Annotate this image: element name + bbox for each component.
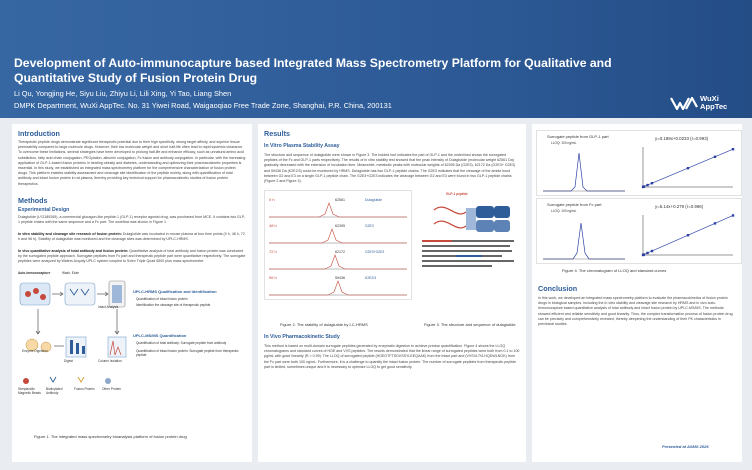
- fig4-top-equation: y=0.189x+0.0233 (r=0.993): [655, 136, 709, 141]
- fig4-bottom-calibration: [633, 203, 737, 261]
- fig1-legend-beads: Streptavidin Magnetic Beads: [18, 387, 41, 395]
- fig1-msms-item-2: Quantification of intact fusion protein: Surrogate peptide from therapeutic peptide: [136, 349, 239, 357]
- cal-point: [651, 250, 653, 252]
- fig2-mass-label: 62561: [335, 198, 345, 202]
- fig1-hrms-item-1: Quantification of intact fusion protein: [136, 297, 188, 301]
- cal-point: [646, 252, 648, 254]
- fig1-legend-fusion: Fusion Protein: [74, 387, 95, 391]
- fig1-intact-label: Intact Analysis: [98, 305, 119, 309]
- fig4-bottom-lloq: LLOQ: 100 ng/mL: [551, 209, 577, 213]
- fig2-species-label: G2E3+G2E3: [365, 250, 385, 254]
- fig4-bottom-chromatogram: [541, 215, 627, 261]
- stability-text: The structure and sequence of dulaglutide were shown in Figure 3. The bolded font indicates the part of GLP-1 and the underlined shows the surrogated peptides of the Fc and GLP-1 parts respectively. The results of in vitro stability test showed that the peak intensity of Dulaglutide (molecular weight 62561 Da) gradually decreased with the extension of incubation time. Meanwhile, metabolic peaks with molecular weights of 62395 Da (G2E3), 62172 Da (G2E3+ G2E3) and 59436 Da (K2E2/3) could be monitored by HRMS. Dulaglutide has two GLP-1 peptide chains. The G2E3 indicates that the cleavage of the amide bond between G2 and E3 on a single GLP-1 peptide chain. The G2E3+G2E3 indicates the cleavage between G2 and E3 were found in two GLP-1 peptide chains (Figure 2 and Figure 3).: [264, 153, 516, 184]
- cal-point: [714, 222, 716, 224]
- fig4-top-title: Surrogate peptide from GLP-1 part: [547, 134, 609, 139]
- conclusion-text: In this work, we developed an integrated mass spectrometry platform to evaluate the pharmacokinetics of fusion protein drugs in biological samples. Including the in vitro stability and cleavage site research by HRMS and in vivo auto-immunocapture based quantitative analysis of total antibody and intact fusion protein by UPLC-MS/MS. The methods showed efficient and reliable sensitivity and good linearity. Thus, the complex transformation process of fusion protein drug can be precisely and comprehensively revealed, thereby deepening the understanding of their PK characteristics in preclinical studies.: [538, 296, 733, 327]
- fig4-top-lloq: LLOQ: 100 ng/mL: [551, 141, 577, 145]
- figure-3: [416, 190, 520, 298]
- cal-point: [643, 253, 645, 255]
- fig1-auto-label: Auto-immunocapture: [18, 271, 51, 275]
- middle-panel: [258, 124, 526, 462]
- fig1-digest-label: Digest: [64, 359, 74, 363]
- results-heading: Results: [264, 129, 290, 138]
- logo-line2: AppTec: [700, 102, 728, 111]
- conclusion-heading: Conclusion: [538, 284, 578, 293]
- introduction-text: Therapeutic peptide drugs demonstrate significant therapeutic potential due to their high specificity, strong target affinity, and superior tissue permeability compared to large-molecule drugs. However, their low molecular weight and short half-life often lead to rapid systemic clearance. To overcome these limitations, several strategies have been developed to prolong half-life and enhance efficacy, such as unnatural amino acid substitution, fatty acid chain conjugation, PEGylation, albumin conjugation, Fc fusion and antibody conjugation. In particular, with the increasing application of GLP-1-based fusion proteins in treating obesity and diabetes, understanding and optimizing their pharmacokinetic properties is essential. In this study, we established an integrated mass spectrometry platform for the comprehensive characterization of fusion protein drugs. This platform enables stability assessment and cleavage site identification of the peptide moiety, along with quantification of total antibody and intact fusion protein in rat plasma, thereby providing key technical support for pharmacokinetic studies of fusion protein therapeutics.: [18, 140, 246, 186]
- fig2-spectrum-trace: [269, 229, 407, 243]
- fig2-species-label: Dulaglutide: [365, 198, 382, 202]
- presented-note: Presented at ASMS 2026: [662, 444, 709, 449]
- affiliation: DMPK Department, WuXi AppTec. No. 31 Yiwei Road, Waigaoqiao Free Trade Zone, Shanghai, P.R. China, 200131: [14, 101, 392, 110]
- figure-1: [18, 271, 246, 451]
- methods-heading: Methods: [18, 196, 48, 205]
- fig1-workflow-diagram: [18, 277, 128, 397]
- figure-4-top: [536, 130, 742, 196]
- methods-paragraph-3: [18, 249, 246, 265]
- cal-point: [714, 156, 716, 158]
- left-panel: [12, 124, 252, 462]
- figure-1-caption: Figure 1. The integrated mass spectrometry bioanalysis platform of fusion protein drug: [34, 434, 187, 439]
- fig2-panel: [269, 275, 407, 295]
- poster-header: [0, 0, 752, 118]
- figure-2-caption: Figure 2. The stability of dulaglutide by LC-HRMS: [280, 322, 368, 327]
- fig2-panel: [269, 223, 407, 243]
- figure-4-caption: Figure 4. The chromatogram of LLOQ and standard curves: [562, 268, 667, 273]
- fig4-top-chromatogram: [541, 147, 627, 193]
- fig2-time-label: 48 h: [269, 223, 277, 228]
- fig2-mass-label: 59436: [335, 276, 345, 280]
- methods-p3-text: Quantitative analysis of total antibody and fusion protein was conducted by the surrogated peptide approach. Surrogate peptides from Fc part and therapeutic peptide part were quantitative respectively. The surrogate peptides were analyzed by Waters Acquity UPLC system coupled to Sciex Triple Quad 6500 plus mass spectrometer.: [18, 249, 246, 264]
- cal-point: [687, 234, 689, 236]
- cal-point: [732, 148, 734, 150]
- poster-title: Development of Auto-immunocapture based Integrated Mass Spectrometry Platform for Qualitative and Quantitative Study of Fusion Protein Drug: [14, 56, 612, 85]
- fig2-time-label: 0 h: [269, 197, 275, 202]
- author-list: Li Qu, Yongjing He, Siyu Liu, Zhiyu Li, Lili Xing, Yi Tao, Liang Shen: [14, 89, 232, 98]
- fig2-spectrum-trace: [269, 255, 407, 269]
- fig2-spectra: [265, 191, 411, 299]
- experimental-design-heading: Experimental Design: [18, 207, 70, 213]
- figure-4-bottom: [536, 198, 742, 264]
- stability-heading: In Vitro Plasma Stability Assay: [264, 143, 340, 149]
- fig2-species-label: G2E3: [365, 224, 374, 228]
- pk-heading: In Vivo Pharmacokinetic Study: [264, 334, 340, 340]
- fig1-legend-antibody: Biotinylated Antibody: [46, 387, 63, 395]
- fig2-species-label: K2E2/3: [365, 276, 377, 280]
- methods-paragraph-2: [18, 232, 246, 242]
- fig3-glp1-label: GLP-1 peptide: [446, 192, 468, 196]
- cal-point: [643, 185, 645, 187]
- fig2-spectrum-trace: [269, 203, 407, 217]
- fig2-panel: [269, 197, 407, 217]
- fig2-spectrum-trace: [269, 281, 407, 295]
- cal-point: [732, 214, 734, 216]
- fig4-bottom-title: Surrogate peptide from Fc part: [547, 202, 602, 207]
- fig1-wash-label: Wash, Elute: [62, 271, 80, 275]
- fig2-time-label: 72 h: [269, 249, 277, 254]
- fig1-hrms-item-2: Identification the cleavage site of therapeutic peptide: [136, 303, 211, 307]
- figure-3-caption: Figure 3. The structure and sequence of dulaglutide: [424, 322, 516, 327]
- logo-line1: WuXi: [700, 94, 719, 103]
- fig2-mass-label: 62395: [335, 224, 345, 228]
- right-panel: [532, 124, 742, 462]
- fig1-msms-title: UPLC-MS/MS Quantification: [133, 333, 187, 338]
- fig3-structure: [416, 190, 520, 298]
- methods-p2-label: In vitro stability and cleavage site research of fusion protein:: [18, 232, 122, 236]
- methods-p2-text: Dulaglutide was incubated in mouse plasma at four time points (0 h, 48 h, 72 h and 96 h). Stability of dulaglutide was monitored and the cleavage sites was determined by UPLC-HRMS.: [18, 232, 245, 242]
- cal-point: [651, 182, 653, 184]
- fig2-time-label: 96 h: [269, 275, 277, 280]
- fig2-panel: [269, 249, 407, 269]
- pk-text: This method is based on multi-domain surrogate peptides generated by enzymatic digestion to achieve precise quantification. Figure 4 shows the LLOQ chromatograms and standard curves of HGE and VVS peptides. The results demonstrated that the linear range of surrogated peptides were both from 0.1 to 100 µg/mL with good linearity (R > 0.99). The LLOQ of surrogated peptide (HGEGTFTSDVSSYLEEQAAK) from the intact part and (VVSVLTVLHQDWLNGK) from the Fc part were both 100 ng/mL. Furthermore, it is a challenge to quantify the intact fusion protein. The number of surrogate peptides from therapeutic peptide part is limited, sometimes unique and it is necessary to optimize LLOQ to get good sensitivity.: [264, 344, 520, 369]
- fig1-legend-other: Other Protein: [102, 387, 121, 391]
- cal-point: [646, 184, 648, 186]
- fig4-top-calibration: [633, 135, 737, 193]
- fig1-msms-item-1: Quantification of total antibody: Surrogate peptide from antibody: [136, 341, 227, 345]
- fig1-column-label: Column Isolation: [98, 359, 122, 363]
- methods-paragraph-1: Dulaglutide (LY2189265), a commercial glucagon-like peptide-1 (GLP-1) receptor agonist drug, was purchased from MCE. It contains two GLP-1 peptide chains with the same sequence and a Fc part. The workflow was shown in Figure 1.: [18, 215, 246, 225]
- fig2-mass-label: 62172: [335, 250, 345, 254]
- wuxi-apptec-logo: [670, 95, 742, 113]
- fig4-bottom-equation: y=5.14x+0.279 (r=0.996): [655, 204, 704, 209]
- introduction-heading: Introduction: [18, 129, 60, 138]
- fig1-hrms-title: UPLC-HRMS Qualification and Identification: [133, 289, 217, 294]
- logo-wordmark: [700, 95, 727, 111]
- fig1-enzyme-label: Enzyme Digestion: [22, 349, 48, 353]
- figure-2: [264, 190, 412, 300]
- cal-point: [687, 167, 689, 169]
- wuxi-apptec-logo-mark-icon: [670, 96, 698, 110]
- methods-p3-label: In vivo quantitative analysis of total antibody and fusion protein:: [18, 249, 129, 253]
